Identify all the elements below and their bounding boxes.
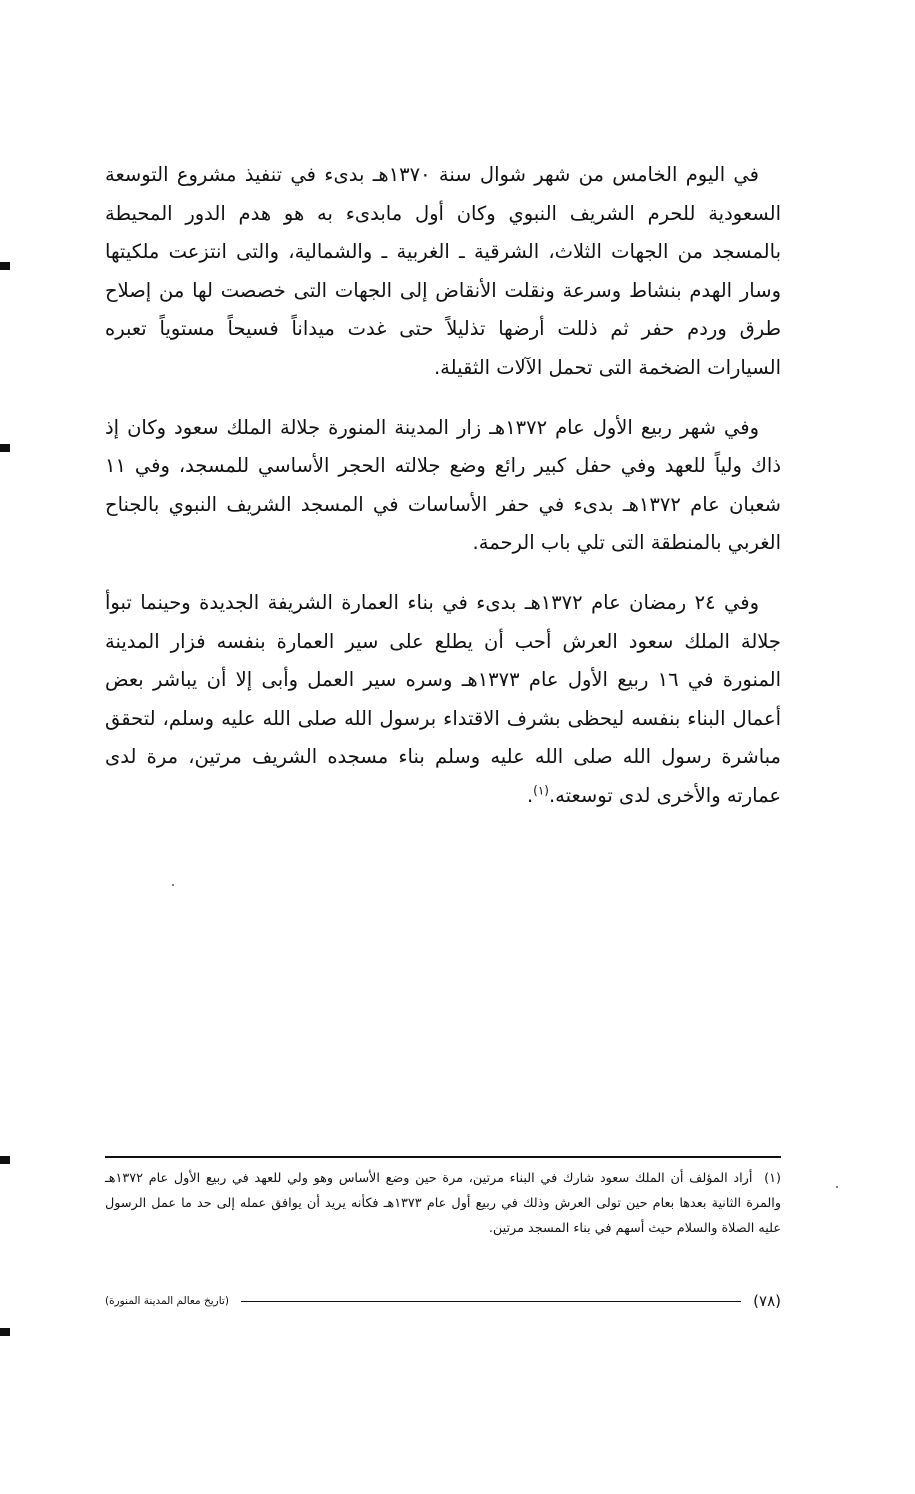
main-text xyxy=(105,156,781,837)
margin-mark xyxy=(0,1156,10,1164)
footnote xyxy=(105,1166,781,1241)
scan-speck xyxy=(836,1186,838,1188)
footer-rule xyxy=(241,1301,741,1302)
paragraph-3 xyxy=(105,584,781,816)
paragraph-3-end: . xyxy=(526,783,534,807)
page-footer xyxy=(105,1289,781,1313)
book-title: (تاريخ معالم المدينة المنورة) xyxy=(105,1295,229,1307)
paragraph-2: وفي شهر ربيع الأول عام ١٣٧٢هـ زار المدينة المنورة جلالة الملك سعود وكان إذ ذاك ولياً للعهد وفي حفل كبير رائع وضع جلالته الحجر الأساسي للمسجد، وفي ١١ شعبان عام ١٣٧٢هـ بدىء في حفر الأساسات في المسجد الشريف النبوي بالجناح الغربي بالمنطقة التى تلي باب الرحمة. xyxy=(105,415,781,555)
margin-mark xyxy=(0,444,10,452)
footnote-mark: (١) xyxy=(764,1171,781,1186)
paragraph-1: في اليوم الخامس من شهر شوال سنة ١٣٧٠هـ بدىء في تنفيذ مشروع التوسعة السعودية للحرم الشريف النبوي وكان أول مابدىء به هو هدم الدور المحيطة بالمسجد من الجهات الثلاث، الشرقية ـ الغربية ـ والشمالية، والتى انتزعت ملكيتها وسار الهدم بنشاط وسرعة ونقلت الأنقاض إلى الجهات التى خصصت لها من إصلاح طرق وردم حفر ثم ذللت أرضها تذليلاً حتى غدت ميداناً فسيحاً مستوياً تعبره السيارات الضخمة التى تحمل الآلات الثقيلة. xyxy=(105,163,781,379)
margin-mark xyxy=(0,262,10,270)
footnote-reference[interactable]: (١) xyxy=(533,783,549,798)
page-number: (٧٨) xyxy=(753,1292,781,1310)
margin-mark xyxy=(0,1328,10,1336)
footnote-separator xyxy=(105,1156,781,1158)
scan-speck xyxy=(172,884,174,886)
paragraph-3-text: وفي ٢٤ رمضان عام ١٣٧٢هـ بدىء في بناء العمارة الشريفة الجديدة وحينما تبوأ جلالة الملك سعود العرش أحب أن يطلع على سير العمارة بنفسه فزار المدينة المنورة في ١٦ ربيع الأول عام ١٣٧٣هـ وسره سير العمل وأبى إلا أن يباشر بعض أعمال البناء بنفسه ليحظى بشرف الاقتداء برسول الله صلى الله عليه وسلم، لتحقق مباشرة رسول الله صلى الله عليه وسلم بناء مسجده الشريف مرتين، مرة لدى عمارته والأخرى لدى توسعته. xyxy=(105,590,781,807)
footnote-text: أراد المؤلف أن الملك سعود شارك في البناء مرتين، مرة حين وضع الأساس وهو ولي للعهد في ربيع الأول عام ١٣٧٢هـ والمرة الثانية بعدها بعام حين تولى العرش وذلك في ربيع أول عام ١٣٧٣هـ فكأنه يريد أن يوافق عمله إلى حد ما عمل الرسول عليه الصلاة والسلام حيث أسهم في بناء المسجد مرتين. xyxy=(105,1171,782,1236)
